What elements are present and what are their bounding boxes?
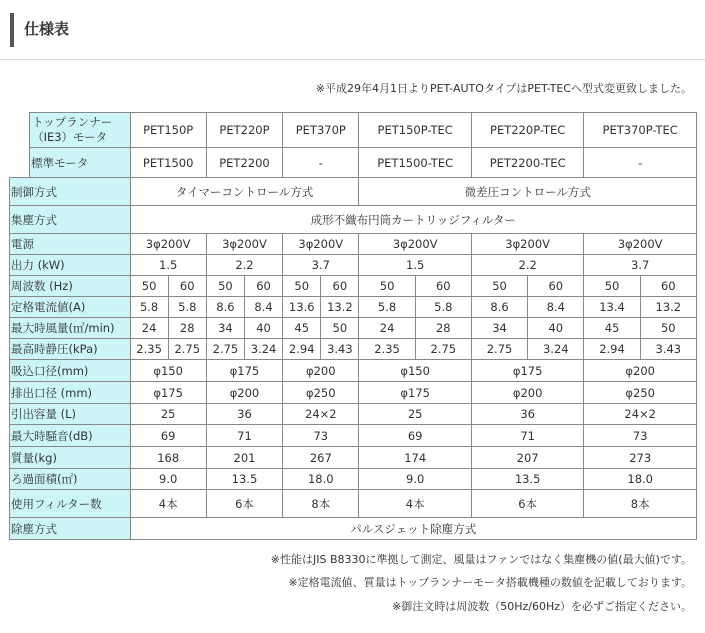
value-cell: 60 xyxy=(321,276,359,297)
value-cell: 13.5 xyxy=(471,469,583,490)
value-cell: 34 xyxy=(206,318,244,339)
value-cell: タイマーコントロール方式 xyxy=(130,178,359,206)
value-cell: 50 xyxy=(359,276,415,297)
value-cell: 5.8 xyxy=(130,297,168,318)
row-label-top-runner: トップランナー（IE3）モータ xyxy=(30,113,130,148)
value-cell: 成形不織布円筒カートリッジフィルター xyxy=(130,206,696,234)
value-cell: 8.4 xyxy=(528,297,584,318)
value-cell: 3.43 xyxy=(321,339,359,360)
value-cell: 2.75 xyxy=(168,339,206,360)
value-cell: 13.5 xyxy=(206,469,282,490)
value-cell: 50 xyxy=(471,276,527,297)
value-cell: 18.0 xyxy=(584,469,697,490)
value-cell: φ150 xyxy=(130,360,206,382)
value-cell: 25 xyxy=(130,404,206,425)
value-cell: 4本 xyxy=(130,490,206,518)
row-label-dust-collection: 集塵方式 xyxy=(10,206,131,234)
row-label-inlet: 吸込口径(mm) xyxy=(10,360,131,382)
value-cell: 40 xyxy=(528,318,584,339)
value-cell: 3φ200V xyxy=(130,234,206,255)
value-cell: 73 xyxy=(584,425,697,447)
value-cell: 8.6 xyxy=(206,297,244,318)
value-cell: 3.24 xyxy=(528,339,584,360)
spec-table xyxy=(9,112,697,540)
title-accent-bar xyxy=(10,13,14,47)
table-row-frequency xyxy=(10,276,697,297)
value-cell: 24 xyxy=(130,318,168,339)
value-cell: φ175 xyxy=(471,360,583,382)
value-cell: 24×2 xyxy=(283,404,359,425)
value-cell: φ250 xyxy=(584,382,697,404)
value-cell: 1.5 xyxy=(359,255,471,276)
value-cell: 13.6 xyxy=(283,297,321,318)
page-title: 仕様表 xyxy=(24,20,70,38)
row-label-filter-area: ろ過面積(㎡) xyxy=(10,469,131,490)
model-cell: PET150P-TEC xyxy=(359,113,471,148)
value-cell: 36 xyxy=(206,404,282,425)
table-row-outlet xyxy=(10,382,697,404)
value-cell: 3.24 xyxy=(244,339,282,360)
value-cell: 2.2 xyxy=(471,255,583,276)
table-row-airflow xyxy=(10,318,697,339)
model-cell: PET220P-TEC xyxy=(471,113,583,148)
value-cell: 9.0 xyxy=(359,469,471,490)
value-cell: φ200 xyxy=(471,382,583,404)
value-cell: 8本 xyxy=(584,490,697,518)
model-cell: - xyxy=(584,148,697,178)
value-cell: 267 xyxy=(283,447,359,469)
value-cell: 28 xyxy=(168,318,206,339)
row-label-noise: 最大時騒音(dB) xyxy=(10,425,131,447)
value-cell: 8.4 xyxy=(244,297,282,318)
value-cell: 2.35 xyxy=(359,339,415,360)
value-cell: 3φ200V xyxy=(471,234,583,255)
model-cell: PET2200 xyxy=(206,148,282,178)
value-cell: 45 xyxy=(283,318,321,339)
value-cell: 36 xyxy=(471,404,583,425)
table-row-capacity xyxy=(10,404,697,425)
table-row-noise xyxy=(10,425,697,447)
blank-cell xyxy=(10,148,30,178)
table-row-control xyxy=(10,178,697,206)
value-cell: φ200 xyxy=(283,360,359,382)
value-cell: 3φ200V xyxy=(206,234,282,255)
model-cell: PET370P xyxy=(283,113,359,148)
value-cell: 5.8 xyxy=(168,297,206,318)
model-cell: PET2200-TEC xyxy=(471,148,583,178)
model-cell: PET150P xyxy=(130,113,206,148)
value-cell: 3.7 xyxy=(584,255,697,276)
value-cell: 69 xyxy=(130,425,206,447)
note-performance: ※性能はJIS B8330に準拠して測定、風量はファンではなく集塵機の値(最大値)です。 xyxy=(270,553,692,566)
table-row-top-runner xyxy=(10,113,697,148)
value-cell: 13.2 xyxy=(640,297,696,318)
value-cell: φ175 xyxy=(130,382,206,404)
value-cell: 50 xyxy=(283,276,321,297)
value-cell: 6本 xyxy=(206,490,282,518)
value-cell: 50 xyxy=(584,276,640,297)
value-cell: 60 xyxy=(415,276,471,297)
value-cell: 8本 xyxy=(283,490,359,518)
value-cell: 6本 xyxy=(471,490,583,518)
row-label-pressure: 最高時静圧(kPa) xyxy=(10,339,131,360)
row-label-power: 電源 xyxy=(10,234,131,255)
value-cell: 3φ200V xyxy=(359,234,471,255)
model-cell: - xyxy=(283,148,359,178)
value-cell: 174 xyxy=(359,447,471,469)
row-label-control: 制御方式 xyxy=(10,178,131,206)
model-cell: PET1500-TEC xyxy=(359,148,471,178)
value-cell: 201 xyxy=(206,447,282,469)
value-cell: 2.94 xyxy=(283,339,321,360)
value-cell: 3.43 xyxy=(640,339,696,360)
value-cell: 207 xyxy=(471,447,583,469)
value-cell: 9.0 xyxy=(130,469,206,490)
row-label-current: 定格電流値(A) xyxy=(10,297,131,318)
value-cell: 28 xyxy=(415,318,471,339)
value-cell: φ175 xyxy=(359,382,471,404)
value-cell: φ250 xyxy=(283,382,359,404)
value-cell: 5.8 xyxy=(359,297,415,318)
row-label-airflow: 最大時風量(㎥/min) xyxy=(10,318,131,339)
model-cell: PET1500 xyxy=(130,148,206,178)
value-cell: 5.8 xyxy=(415,297,471,318)
table-row-pressure xyxy=(10,339,697,360)
table-row-dust-removal xyxy=(10,518,697,540)
model-cell: PET370P-TEC xyxy=(584,113,697,148)
value-cell: 2.75 xyxy=(415,339,471,360)
value-cell: φ200 xyxy=(206,382,282,404)
row-label-output: 出力 (kW) xyxy=(10,255,131,276)
value-cell: 73 xyxy=(283,425,359,447)
table-row-standard-motor xyxy=(10,148,697,178)
row-label-standard-motor: 標準モータ xyxy=(30,148,130,178)
value-cell: 60 xyxy=(640,276,696,297)
value-cell: 24 xyxy=(359,318,415,339)
row-label-capacity: 引出容量 (L) xyxy=(10,404,131,425)
table-row-inlet xyxy=(10,360,697,382)
value-cell: 71 xyxy=(471,425,583,447)
value-cell: 3φ200V xyxy=(283,234,359,255)
model-change-note: ※平成29年4月1日よりPET-AUTOタイプはPET-TECへ型式変更致しました。 xyxy=(315,82,692,95)
model-cell: PET220P xyxy=(206,113,282,148)
value-cell: 3φ200V xyxy=(584,234,697,255)
table-row-output xyxy=(10,255,697,276)
value-cell: 50 xyxy=(206,276,244,297)
value-cell: 45 xyxy=(584,318,640,339)
value-cell: 2.75 xyxy=(206,339,244,360)
value-cell: 50 xyxy=(640,318,696,339)
value-cell: 微差圧コントロール方式 xyxy=(359,178,697,206)
row-label-frequency: 周波数 (Hz) xyxy=(10,276,131,297)
value-cell: 40 xyxy=(244,318,282,339)
table-row-filter-area xyxy=(10,469,697,490)
title-divider xyxy=(0,59,705,60)
value-cell: 25 xyxy=(359,404,471,425)
table-row-current xyxy=(10,297,697,318)
value-cell: 60 xyxy=(528,276,584,297)
value-cell: 60 xyxy=(168,276,206,297)
note-current-mass: ※定格電流値、質量はトップランナーモータ搭載機種の数値を記載しております。 xyxy=(288,576,692,589)
value-cell: 2.75 xyxy=(471,339,527,360)
value-cell: 50 xyxy=(130,276,168,297)
value-cell: φ200 xyxy=(584,360,697,382)
value-cell: 4本 xyxy=(359,490,471,518)
value-cell: 1.5 xyxy=(130,255,206,276)
blank-cell xyxy=(10,113,30,148)
note-frequency: ※御注文時は周波数（50Hz/60Hz）を必ずご指定ください。 xyxy=(391,600,692,613)
table-row-power xyxy=(10,234,697,255)
value-cell: 34 xyxy=(471,318,527,339)
value-cell: パルスジェット除塵方式 xyxy=(130,518,696,540)
table-row-filter-count xyxy=(10,490,697,518)
value-cell: 60 xyxy=(244,276,282,297)
row-label-dust-removal: 除塵方式 xyxy=(10,518,131,540)
value-cell: 71 xyxy=(206,425,282,447)
value-cell: 168 xyxy=(130,447,206,469)
row-label-mass: 質量(kg) xyxy=(10,447,131,469)
value-cell: 24×2 xyxy=(584,404,697,425)
value-cell: 3.7 xyxy=(283,255,359,276)
value-cell: 13.4 xyxy=(584,297,640,318)
value-cell: 8.6 xyxy=(471,297,527,318)
value-cell: 2.94 xyxy=(584,339,640,360)
value-cell: 13.2 xyxy=(321,297,359,318)
value-cell: 69 xyxy=(359,425,471,447)
row-label-filter-count: 使用フィルター数 xyxy=(10,490,131,518)
value-cell: 50 xyxy=(321,318,359,339)
value-cell: 273 xyxy=(584,447,697,469)
table-row-dust-collection xyxy=(10,206,697,234)
row-label-outlet: 排出口径 (mm) xyxy=(10,382,131,404)
table-row-mass xyxy=(10,447,697,469)
value-cell: 2.2 xyxy=(206,255,282,276)
value-cell: φ175 xyxy=(206,360,282,382)
value-cell: 18.0 xyxy=(283,469,359,490)
value-cell: 2.35 xyxy=(130,339,168,360)
value-cell: φ150 xyxy=(359,360,471,382)
